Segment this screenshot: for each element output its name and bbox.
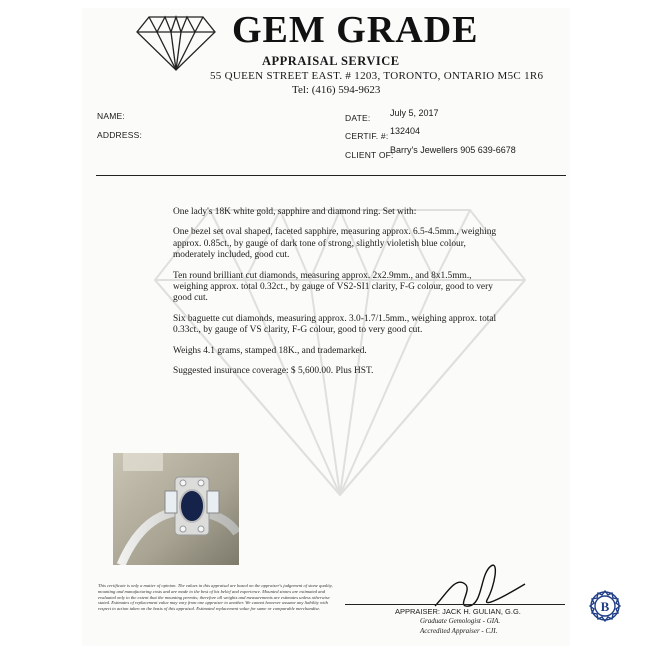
ring-photo [113, 453, 239, 565]
description-paragraph: One lady's 18K white gold, sapphire and diamond ring. Set with: [173, 207, 417, 217]
description-paragraph: Weighs 4.1 grams, stamped 18K., and trademarked. [173, 345, 367, 356]
signature-line [345, 604, 565, 605]
badge-letter: B [600, 599, 610, 614]
appraiser-credential: Accredited Appraiser - CJI. [420, 627, 498, 635]
description-paragraph: Suggested insurance coverage: $ 5,600.00. Plus HST. [173, 366, 374, 377]
certif-label: CERTIF. #: [345, 131, 389, 141]
description-paragraph: Six baguette cut diamonds, measuring approx. 3.0-1.7/1.5mm., weighing approx. total 0.33ct., by gauge of VS clarity, F-G colour, good to very good cut. [173, 313, 497, 336]
brand-subtitle: APPRAISAL SERVICE [262, 54, 400, 68]
address-label: ADDRESS: [97, 130, 143, 140]
client-value: Barry's Jewellers 905 639-6678 [390, 145, 516, 155]
date-value: July 5, 2017 [390, 108, 439, 118]
disclaimer-text: This certificate is only a matter of opinion. The values in this appraisal are based on the appraiser's judgement of stone quality, mounting and manufacturing costs and are made to the best of his belief and experience. Mounted stones are estimated and evaluated only to the extent that the mounting permits; therefore all weights and measurements are estimates unless otherwise stated. Estimates of replacement value may vary from one appraiser to another. We cannot however assume any liability with respect to action taken on the basis of this appraisal. Estimated replacement value for same or comparable merchandise. [98, 583, 333, 612]
appraiser-credential: Graduate Gemologist - GIA. [420, 617, 501, 625]
item-description [173, 207, 503, 386]
client-label: CLIENT OF: [345, 150, 394, 160]
company-address: 55 QUEEN STREET EAST. # 1203, TORONTO, ONTARIO M5C 1R6 [210, 70, 544, 82]
description-paragraph: One bezel set oval shaped, faceted sapphire, measuring approx. 6.5-4.5mm., weighing approx. 0.85ct., by gauge of dark tone of strong, slightly violetish blue colour, moderately included, good cut. [173, 227, 497, 261]
appraiser-name: APPRAISER: JACK H. GULIAN, G.G. [395, 607, 521, 616]
header-divider [96, 175, 566, 176]
date-label: DATE: [345, 113, 371, 123]
description-paragraph: Ten round brilliant cut diamonds, measuring approx. 2x2.9mm., and 8x1.5mm., weighing approx. total 0.32ct., by gauge of VS2-SI1 clarity, F-G colour, good to very good cut. [173, 270, 493, 304]
name-label: NAME: [97, 111, 125, 121]
jeweller-badge-icon [588, 589, 622, 623]
brand-title: GEM GRADE [232, 9, 479, 51]
diamond-logo-icon [135, 14, 217, 72]
company-phone: Tel: (416) 594-9623 [292, 84, 381, 96]
certif-value: 132404 [390, 126, 421, 136]
